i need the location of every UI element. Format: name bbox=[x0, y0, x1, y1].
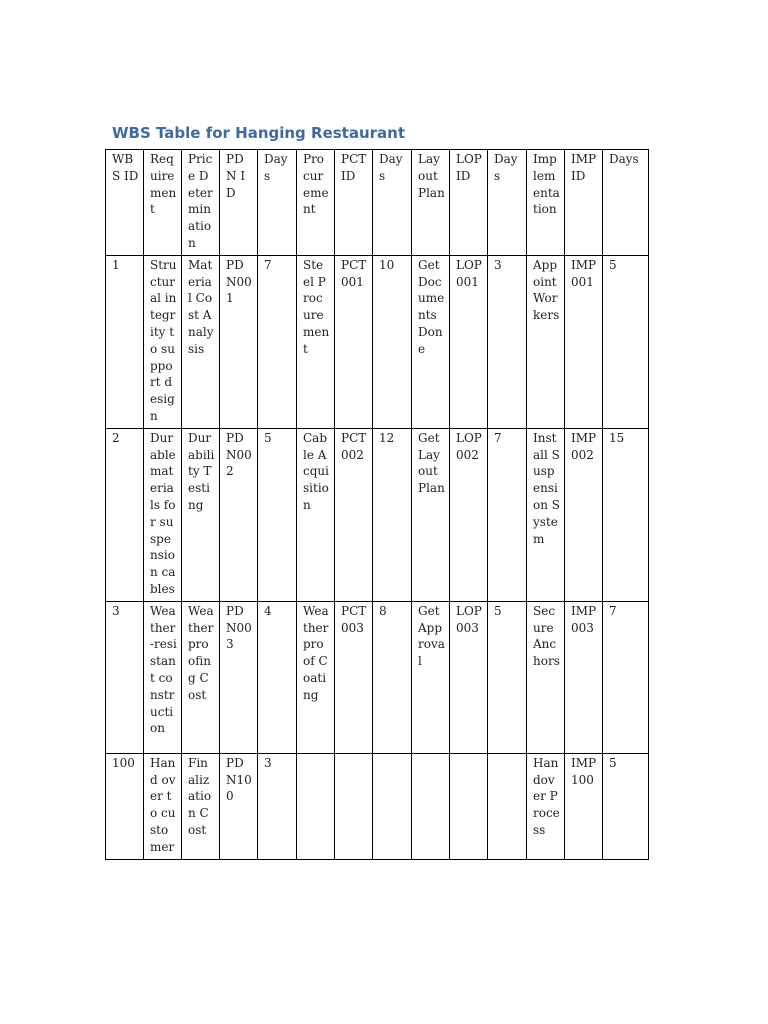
table-cell: LOP002 bbox=[450, 428, 488, 601]
table-cell: Durable materials for suspension cables bbox=[144, 428, 182, 601]
header-cell: PCT ID bbox=[335, 150, 373, 256]
table-cell: Hand over to customer bbox=[144, 753, 182, 859]
table-cell: 5 bbox=[603, 255, 649, 428]
table-header-row bbox=[106, 150, 649, 256]
table-cell: 3 bbox=[488, 255, 527, 428]
table-cell: Get Documents Done bbox=[412, 255, 450, 428]
header-cell: Requirement bbox=[144, 150, 182, 256]
table-cell: 2 bbox=[106, 428, 144, 601]
table-cell bbox=[335, 753, 373, 859]
table-cell: 3 bbox=[106, 601, 144, 753]
table-cell: 7 bbox=[488, 428, 527, 601]
table-cell: Durability Testing bbox=[182, 428, 220, 601]
table-cell: 15 bbox=[603, 428, 649, 601]
header-cell: Implementation bbox=[527, 150, 565, 256]
table-cell: Secure Anchors bbox=[527, 601, 565, 753]
table-cell: PCT002 bbox=[335, 428, 373, 601]
table-cell bbox=[297, 753, 335, 859]
table-cell: 5 bbox=[488, 601, 527, 753]
table-cell: Weatherproofing Cost bbox=[182, 601, 220, 753]
table-cell: LOP003 bbox=[450, 601, 488, 753]
table-cell: IMP001 bbox=[565, 255, 603, 428]
table-cell bbox=[373, 753, 412, 859]
table-row bbox=[106, 601, 649, 753]
header-cell: IMP ID bbox=[565, 150, 603, 256]
table-cell: 10 bbox=[373, 255, 412, 428]
header-cell: Price Determination bbox=[182, 150, 220, 256]
table-cell: 7 bbox=[258, 255, 297, 428]
table-cell: IMP100 bbox=[565, 753, 603, 859]
table-cell: Finalization Cost bbox=[182, 753, 220, 859]
table-cell bbox=[488, 753, 527, 859]
table-cell bbox=[412, 753, 450, 859]
table-cell: Get Approval bbox=[412, 601, 450, 753]
table-cell: Cable Acquisition bbox=[297, 428, 335, 601]
table-cell: Get Layout Plan bbox=[412, 428, 450, 601]
table-cell: Material Cost Analysis bbox=[182, 255, 220, 428]
table-cell: 7 bbox=[603, 601, 649, 753]
table-cell: LOP001 bbox=[450, 255, 488, 428]
table-cell: IMP002 bbox=[565, 428, 603, 601]
table-cell bbox=[450, 753, 488, 859]
table-cell: 1 bbox=[106, 255, 144, 428]
table-cell: 8 bbox=[373, 601, 412, 753]
table-cell: Appoint Workers bbox=[527, 255, 565, 428]
table-cell: PDN100 bbox=[220, 753, 258, 859]
header-cell: Days bbox=[258, 150, 297, 256]
table-row bbox=[106, 255, 649, 428]
table-row bbox=[106, 428, 649, 601]
header-cell: Days bbox=[603, 150, 649, 256]
table-cell: 4 bbox=[258, 601, 297, 753]
table-cell: PDN002 bbox=[220, 428, 258, 601]
header-cell: PDN ID bbox=[220, 150, 258, 256]
header-cell: Layout Plan bbox=[412, 150, 450, 256]
document-title: WBS Table for Hanging Restaurant bbox=[112, 124, 406, 142]
header-cell: Days bbox=[373, 150, 412, 256]
table-cell: Structural integrity to support design bbox=[144, 255, 182, 428]
table-cell: Install Suspension System bbox=[527, 428, 565, 601]
table-cell: 5 bbox=[258, 428, 297, 601]
table-cell: 3 bbox=[258, 753, 297, 859]
table-cell: PDN001 bbox=[220, 255, 258, 428]
table-cell: 100 bbox=[106, 753, 144, 859]
header-cell: Days bbox=[488, 150, 527, 256]
table-row bbox=[106, 753, 649, 859]
header-cell: Procurement bbox=[297, 150, 335, 256]
table-cell: Steel Procurement bbox=[297, 255, 335, 428]
table-cell: Weatherproof Coating bbox=[297, 601, 335, 753]
table-cell: PCT003 bbox=[335, 601, 373, 753]
table-cell: PDN003 bbox=[220, 601, 258, 753]
wbs-table bbox=[105, 149, 649, 860]
table-cell: 5 bbox=[603, 753, 649, 859]
table-cell: Handover Process bbox=[527, 753, 565, 859]
table-cell: Weather-resistant construction bbox=[144, 601, 182, 753]
table-cell: PCT001 bbox=[335, 255, 373, 428]
table-cell: IMP003 bbox=[565, 601, 603, 753]
header-cell: WBS ID bbox=[106, 150, 144, 256]
header-cell: LOP ID bbox=[450, 150, 488, 256]
table-cell: 12 bbox=[373, 428, 412, 601]
